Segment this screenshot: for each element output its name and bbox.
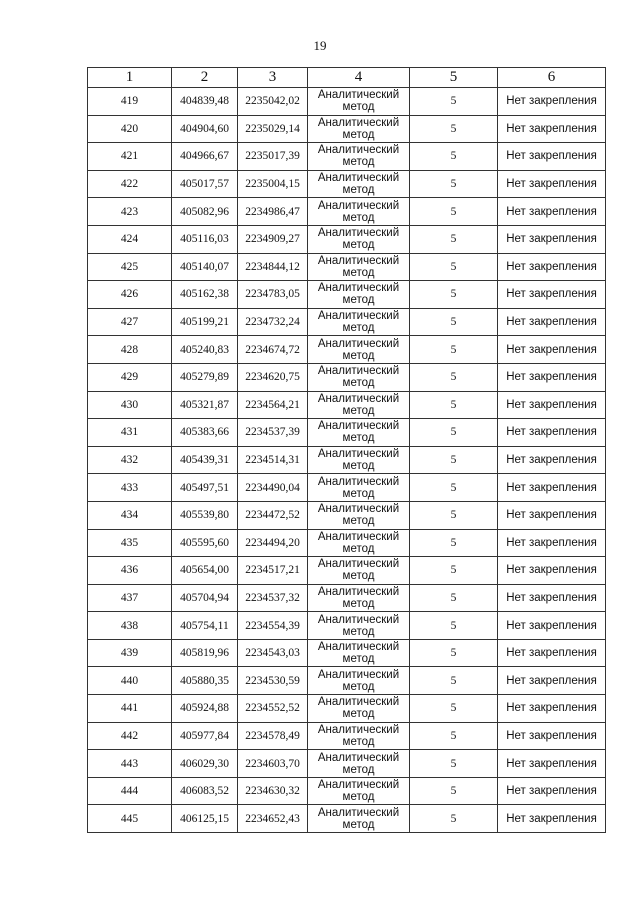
method-cell: Аналитический метод xyxy=(308,419,410,447)
accuracy-cell: 5 xyxy=(410,308,498,336)
x-coordinate-cell: 406083,52 xyxy=(172,777,238,805)
accuracy-cell: 5 xyxy=(410,198,498,226)
point-number-cell: 444 xyxy=(88,777,172,805)
fixation-cell: Нет закрепления xyxy=(498,446,606,474)
table-row xyxy=(88,750,606,778)
accuracy-cell: 5 xyxy=(410,501,498,529)
fixation-cell: Нет закрепления xyxy=(498,198,606,226)
table-row xyxy=(88,143,606,171)
x-coordinate-cell: 406125,15 xyxy=(172,805,238,833)
table-row xyxy=(88,336,606,364)
fixation-cell: Нет закрепления xyxy=(498,584,606,612)
y-coordinate-cell: 2235004,15 xyxy=(238,170,308,198)
x-coordinate-cell: 405439,31 xyxy=(172,446,238,474)
fixation-cell: Нет закрепления xyxy=(498,557,606,585)
accuracy-cell: 5 xyxy=(410,474,498,502)
x-coordinate-cell: 406029,30 xyxy=(172,750,238,778)
x-coordinate-cell: 404839,48 xyxy=(172,88,238,116)
y-coordinate-cell: 2234620,75 xyxy=(238,363,308,391)
table-row xyxy=(88,612,606,640)
point-number-cell: 422 xyxy=(88,170,172,198)
y-coordinate-cell: 2235017,39 xyxy=(238,143,308,171)
y-coordinate-cell: 2234674,72 xyxy=(238,336,308,364)
fixation-cell: Нет закрепления xyxy=(498,695,606,723)
x-coordinate-cell: 405880,35 xyxy=(172,667,238,695)
fixation-cell: Нет закрепления xyxy=(498,253,606,281)
y-coordinate-cell: 2234472,52 xyxy=(238,501,308,529)
x-coordinate-cell: 405116,03 xyxy=(172,225,238,253)
column-header: 3 xyxy=(238,68,308,88)
accuracy-cell: 5 xyxy=(410,750,498,778)
x-coordinate-cell: 405924,88 xyxy=(172,695,238,723)
method-cell: Аналитический метод xyxy=(308,722,410,750)
y-coordinate-cell: 2235042,02 xyxy=(238,88,308,116)
x-coordinate-cell: 405977,84 xyxy=(172,722,238,750)
y-coordinate-cell: 2234490,04 xyxy=(238,474,308,502)
table-row xyxy=(88,529,606,557)
y-coordinate-cell: 2234494,20 xyxy=(238,529,308,557)
x-coordinate-cell: 405140,07 xyxy=(172,253,238,281)
fixation-cell: Нет закрепления xyxy=(498,225,606,253)
table-row xyxy=(88,253,606,281)
point-number-cell: 437 xyxy=(88,584,172,612)
fixation-cell: Нет закрепления xyxy=(498,419,606,447)
method-cell: Аналитический метод xyxy=(308,143,410,171)
table-row xyxy=(88,639,606,667)
y-coordinate-cell: 2234552,52 xyxy=(238,695,308,723)
fixation-cell: Нет закрепления xyxy=(498,612,606,640)
method-cell: Аналитический метод xyxy=(308,198,410,226)
accuracy-cell: 5 xyxy=(410,805,498,833)
accuracy-cell: 5 xyxy=(410,557,498,585)
point-number-cell: 443 xyxy=(88,750,172,778)
x-coordinate-cell: 405819,96 xyxy=(172,639,238,667)
fixation-cell: Нет закрепления xyxy=(498,722,606,750)
y-coordinate-cell: 2234844,12 xyxy=(238,253,308,281)
table-header-row xyxy=(88,68,606,88)
method-cell: Аналитический метод xyxy=(308,805,410,833)
point-number-cell: 428 xyxy=(88,336,172,364)
x-coordinate-cell: 405279,89 xyxy=(172,363,238,391)
accuracy-cell: 5 xyxy=(410,446,498,474)
y-coordinate-cell: 2234514,31 xyxy=(238,446,308,474)
coordinates-table xyxy=(87,67,606,833)
x-coordinate-cell: 405321,87 xyxy=(172,391,238,419)
accuracy-cell: 5 xyxy=(410,363,498,391)
y-coordinate-cell: 2234517,21 xyxy=(238,557,308,585)
point-number-cell: 440 xyxy=(88,667,172,695)
method-cell: Аналитический метод xyxy=(308,667,410,695)
method-cell: Аналитический метод xyxy=(308,363,410,391)
accuracy-cell: 5 xyxy=(410,88,498,116)
point-number-cell: 424 xyxy=(88,225,172,253)
method-cell: Аналитический метод xyxy=(308,750,410,778)
method-cell: Аналитический метод xyxy=(308,170,410,198)
method-cell: Аналитический метод xyxy=(308,557,410,585)
y-coordinate-cell: 2235029,14 xyxy=(238,115,308,143)
point-number-cell: 431 xyxy=(88,419,172,447)
point-number-cell: 445 xyxy=(88,805,172,833)
column-header: 2 xyxy=(172,68,238,88)
y-coordinate-cell: 2234537,39 xyxy=(238,419,308,447)
x-coordinate-cell: 405497,51 xyxy=(172,474,238,502)
method-cell: Аналитический метод xyxy=(308,253,410,281)
fixation-cell: Нет закрепления xyxy=(498,639,606,667)
point-number-cell: 432 xyxy=(88,446,172,474)
point-number-cell: 423 xyxy=(88,198,172,226)
table-row xyxy=(88,391,606,419)
method-cell: Аналитический метод xyxy=(308,88,410,116)
method-cell: Аналитический метод xyxy=(308,501,410,529)
column-header: 5 xyxy=(410,68,498,88)
accuracy-cell: 5 xyxy=(410,143,498,171)
point-number-cell: 436 xyxy=(88,557,172,585)
table-row xyxy=(88,88,606,116)
table-row xyxy=(88,363,606,391)
method-cell: Аналитический метод xyxy=(308,612,410,640)
fixation-cell: Нет закрепления xyxy=(498,667,606,695)
accuracy-cell: 5 xyxy=(410,612,498,640)
fixation-cell: Нет закрепления xyxy=(498,501,606,529)
y-coordinate-cell: 2234554,39 xyxy=(238,612,308,640)
fixation-cell: Нет закрепления xyxy=(498,391,606,419)
x-coordinate-cell: 405383,66 xyxy=(172,419,238,447)
x-coordinate-cell: 405654,00 xyxy=(172,557,238,585)
accuracy-cell: 5 xyxy=(410,777,498,805)
y-coordinate-cell: 2234603,70 xyxy=(238,750,308,778)
method-cell: Аналитический метод xyxy=(308,446,410,474)
table-row xyxy=(88,474,606,502)
table-row xyxy=(88,501,606,529)
fixation-cell: Нет закрепления xyxy=(498,308,606,336)
table-row xyxy=(88,308,606,336)
fixation-cell: Нет закрепления xyxy=(498,529,606,557)
method-cell: Аналитический метод xyxy=(308,115,410,143)
y-coordinate-cell: 2234578,49 xyxy=(238,722,308,750)
accuracy-cell: 5 xyxy=(410,115,498,143)
point-number-cell: 419 xyxy=(88,88,172,116)
point-number-cell: 441 xyxy=(88,695,172,723)
x-coordinate-cell: 405017,57 xyxy=(172,170,238,198)
point-number-cell: 435 xyxy=(88,529,172,557)
point-number-cell: 438 xyxy=(88,612,172,640)
fixation-cell: Нет закрепления xyxy=(498,805,606,833)
point-number-cell: 421 xyxy=(88,143,172,171)
accuracy-cell: 5 xyxy=(410,695,498,723)
method-cell: Аналитический метод xyxy=(308,336,410,364)
method-cell: Аналитический метод xyxy=(308,308,410,336)
x-coordinate-cell: 405704,94 xyxy=(172,584,238,612)
table-row xyxy=(88,695,606,723)
fixation-cell: Нет закрепления xyxy=(498,115,606,143)
column-header: 6 xyxy=(498,68,606,88)
x-coordinate-cell: 405539,80 xyxy=(172,501,238,529)
accuracy-cell: 5 xyxy=(410,391,498,419)
x-coordinate-cell: 405754,11 xyxy=(172,612,238,640)
accuracy-cell: 5 xyxy=(410,336,498,364)
y-coordinate-cell: 2234652,43 xyxy=(238,805,308,833)
y-coordinate-cell: 2234732,24 xyxy=(238,308,308,336)
fixation-cell: Нет закрепления xyxy=(498,281,606,309)
method-cell: Аналитический метод xyxy=(308,529,410,557)
accuracy-cell: 5 xyxy=(410,225,498,253)
method-cell: Аналитический метод xyxy=(308,695,410,723)
point-number-cell: 433 xyxy=(88,474,172,502)
table-row xyxy=(88,446,606,474)
y-coordinate-cell: 2234543,03 xyxy=(238,639,308,667)
method-cell: Аналитический метод xyxy=(308,391,410,419)
fixation-cell: Нет закрепления xyxy=(498,363,606,391)
method-cell: Аналитический метод xyxy=(308,225,410,253)
column-header: 1 xyxy=(88,68,172,88)
method-cell: Аналитический метод xyxy=(308,474,410,502)
point-number-cell: 430 xyxy=(88,391,172,419)
y-coordinate-cell: 2234564,21 xyxy=(238,391,308,419)
point-number-cell: 420 xyxy=(88,115,172,143)
x-coordinate-cell: 405082,96 xyxy=(172,198,238,226)
accuracy-cell: 5 xyxy=(410,170,498,198)
point-number-cell: 425 xyxy=(88,253,172,281)
method-cell: Аналитический метод xyxy=(308,584,410,612)
fixation-cell: Нет закрепления xyxy=(498,336,606,364)
table-row xyxy=(88,557,606,585)
x-coordinate-cell: 405595,60 xyxy=(172,529,238,557)
y-coordinate-cell: 2234986,47 xyxy=(238,198,308,226)
y-coordinate-cell: 2234783,05 xyxy=(238,281,308,309)
column-header: 4 xyxy=(308,68,410,88)
fixation-cell: Нет закрепления xyxy=(498,143,606,171)
x-coordinate-cell: 405162,38 xyxy=(172,281,238,309)
fixation-cell: Нет закрепления xyxy=(498,474,606,502)
x-coordinate-cell: 404904,60 xyxy=(172,115,238,143)
table-row xyxy=(88,170,606,198)
fixation-cell: Нет закрепления xyxy=(498,170,606,198)
accuracy-cell: 5 xyxy=(410,281,498,309)
table-row xyxy=(88,777,606,805)
accuracy-cell: 5 xyxy=(410,419,498,447)
method-cell: Аналитический метод xyxy=(308,777,410,805)
table-row xyxy=(88,198,606,226)
table-row xyxy=(88,805,606,833)
accuracy-cell: 5 xyxy=(410,253,498,281)
point-number-cell: 427 xyxy=(88,308,172,336)
table-row xyxy=(88,281,606,309)
table-row xyxy=(88,584,606,612)
method-cell: Аналитический метод xyxy=(308,639,410,667)
page-number: 19 xyxy=(313,38,327,53)
accuracy-cell: 5 xyxy=(410,722,498,750)
point-number-cell: 442 xyxy=(88,722,172,750)
y-coordinate-cell: 2234909,27 xyxy=(238,225,308,253)
point-number-cell: 426 xyxy=(88,281,172,309)
accuracy-cell: 5 xyxy=(410,639,498,667)
fixation-cell: Нет закрепления xyxy=(498,750,606,778)
x-coordinate-cell: 404966,67 xyxy=(172,143,238,171)
point-number-cell: 434 xyxy=(88,501,172,529)
x-coordinate-cell: 405199,21 xyxy=(172,308,238,336)
y-coordinate-cell: 2234537,32 xyxy=(238,584,308,612)
table-row xyxy=(88,722,606,750)
table-row xyxy=(88,225,606,253)
table-row xyxy=(88,419,606,447)
y-coordinate-cell: 2234630,32 xyxy=(238,777,308,805)
accuracy-cell: 5 xyxy=(410,529,498,557)
method-cell: Аналитический метод xyxy=(308,281,410,309)
point-number-cell: 429 xyxy=(88,363,172,391)
table-body xyxy=(88,88,606,833)
table-row xyxy=(88,115,606,143)
x-coordinate-cell: 405240,83 xyxy=(172,336,238,364)
accuracy-cell: 5 xyxy=(410,584,498,612)
accuracy-cell: 5 xyxy=(410,667,498,695)
y-coordinate-cell: 2234530,59 xyxy=(238,667,308,695)
fixation-cell: Нет закрепления xyxy=(498,88,606,116)
fixation-cell: Нет закрепления xyxy=(498,777,606,805)
table-row xyxy=(88,667,606,695)
point-number-cell: 439 xyxy=(88,639,172,667)
